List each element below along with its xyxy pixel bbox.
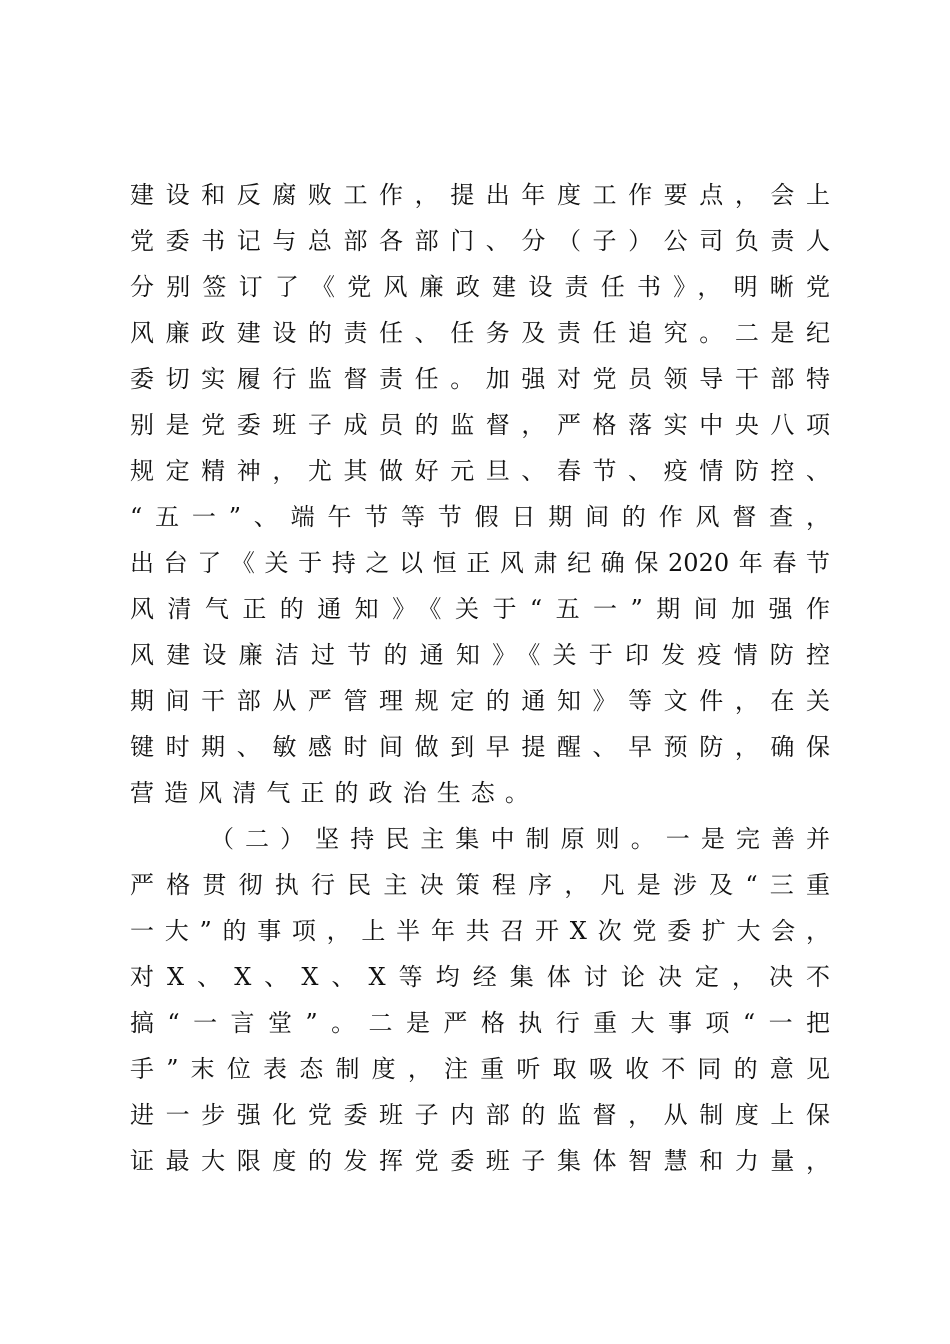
text-line: 规定精神，尤其做好元旦、春节、疫情防控、 [130, 457, 830, 485]
text-line: 出台了《关于持之以恒正风肃纪确保2020年春节 [130, 549, 830, 577]
text-line: 一大”的事项，上半年共召开X次党委扩大会， [130, 917, 830, 945]
text-line: 风建设廉洁过节的通知》《关于印发疫情防控 [130, 641, 830, 669]
body-text [130, 172, 830, 1184]
text-line: 委切实履行监督责任。加强对党员领导干部特 [130, 365, 830, 393]
section-heading-line: （二）坚持民主集中制原则。一是完善并 [210, 825, 830, 853]
text-line: “五一”、端午节等节假日期间的作风督查， [130, 503, 830, 531]
text-line: 严格贯彻执行民主决策程序，凡是涉及“三重 [130, 871, 830, 899]
text-line: 证最大限度的发挥党委班子集体智慧和力量， [130, 1147, 830, 1175]
text-line: 键时期、敏感时间做到早提醒、早预防，确保 [130, 733, 830, 761]
text-line: 对X、X、X、X等均经集体讨论决定，决不 [130, 963, 830, 991]
text-line: 进一步强化党委班子内部的监督，从制度上保 [130, 1101, 830, 1129]
paragraph-end-line: 营造风清气正的政治生态。 [130, 779, 539, 807]
text-line: 期间干部从严管理规定的通知》等文件，在关 [130, 687, 830, 715]
text-line: 手”末位表态制度，注重听取吸收不同的意见 [130, 1055, 830, 1083]
text-line: 搞“一言堂”。二是严格执行重大事项“一把 [130, 1009, 830, 1037]
text-line: 别是党委班子成员的监督，严格落实中央八项 [130, 411, 830, 439]
text-line: 建设和反腐败工作，提出年度工作要点，会上 [130, 181, 830, 209]
text-line: 党委书记与总部各部门、分（子）公司负责人 [130, 227, 830, 255]
text-line: 风清气正的通知》《关于“五一”期间加强作 [130, 595, 830, 623]
text-line: 风廉政建设的责任、任务及责任追究。二是纪 [130, 319, 830, 347]
text-line: 分别签订了《党风廉政建设责任书》，明晰党 [130, 273, 830, 301]
